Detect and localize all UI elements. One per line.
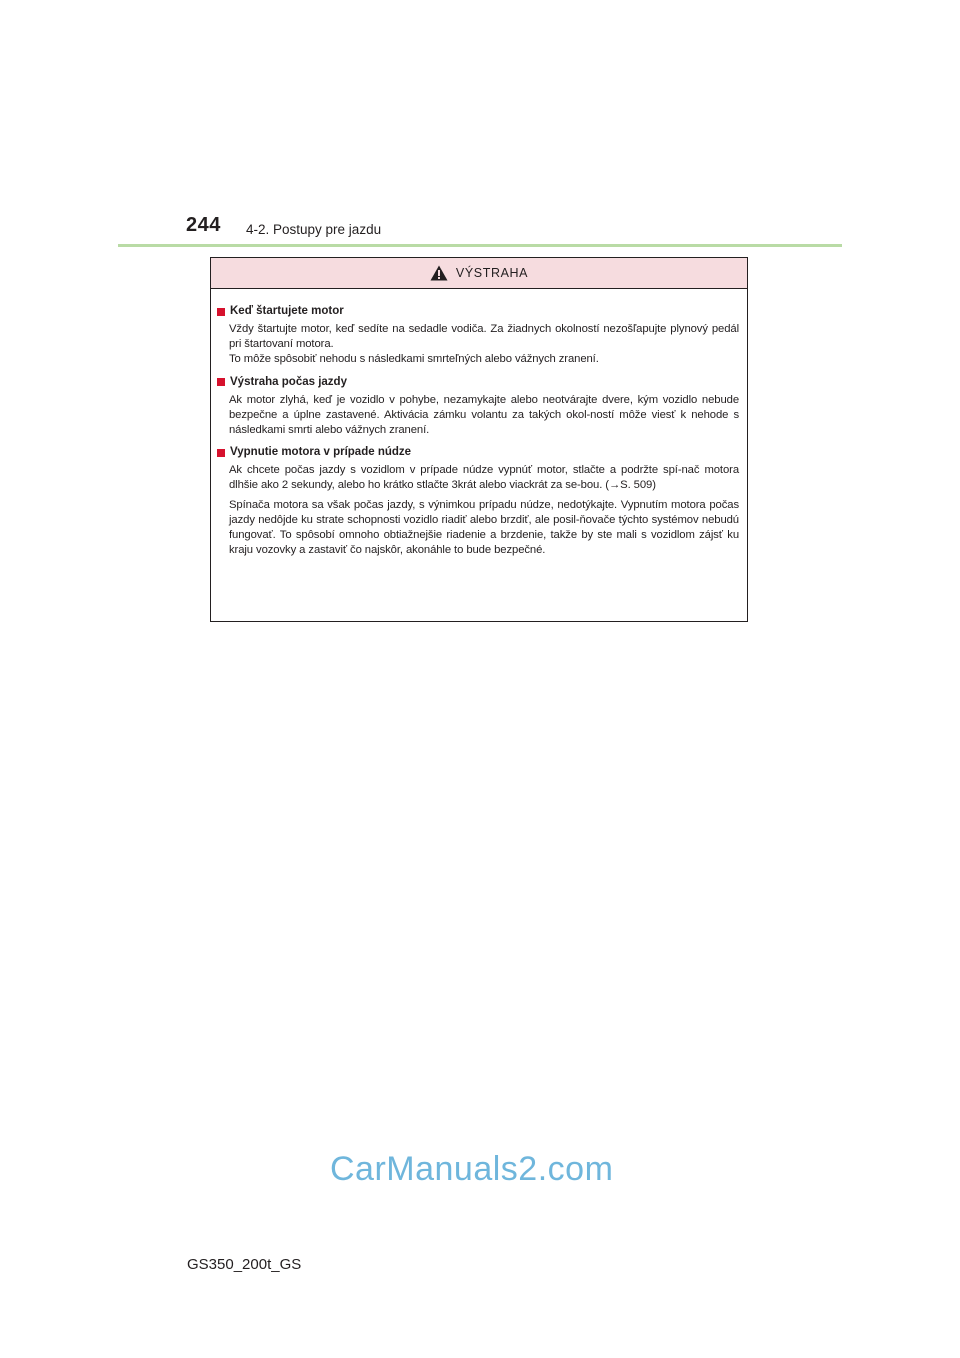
warning-item-while-driving	[217, 374, 739, 439]
warning-box	[210, 257, 748, 622]
item-paragraph: Ak motor zlyhá, keď je vozidlo v pohybe, nezamykajte alebo neotvárajte dvere, kým vozidlo nebude bezpečne a úplne zastavené. Aktivácia zámku volantu za takých okol-ností môže viesť k nehode s následkami smrti alebo vážnych zranení.	[229, 393, 739, 437]
header-divider	[118, 244, 842, 247]
item-heading: Výstraha počas jazdy	[230, 375, 347, 388]
page-number: 244	[186, 214, 221, 236]
item-paragraph: Vždy štartujte motor, keď sedíte na sedadle vodiča. Za žiadnych okolností nezošľapujte plynový pedál pri štartovaní motora.	[229, 323, 739, 351]
item-heading: Keď štartujete motor	[230, 305, 344, 317]
item-heading: Vypnutie motora v prípade núdze	[230, 446, 412, 459]
section-title: 4-2. Postupy pre jazdu	[246, 222, 382, 237]
square-bullet-icon	[217, 449, 225, 457]
warning-body	[211, 289, 747, 558]
warning-item-emergency-stop	[217, 444, 739, 558]
square-bullet-icon	[217, 378, 225, 386]
warning-title: VÝSTRAHA	[455, 266, 529, 280]
warning-item-starting-engine	[217, 303, 739, 368]
warning-header	[211, 258, 747, 289]
warning-triangle-icon	[430, 265, 448, 281]
square-bullet-icon	[217, 308, 225, 316]
watermark: CarManuals2.com	[330, 1150, 614, 1188]
item-paragraph: To môže spôsobiť nehodu s následkami smrteľných alebo vážnych zranení.	[229, 353, 599, 366]
item-paragraph: Ak chcete počas jazdy s vozidlom v prípade núdze vypnúť motor, stlačte a podržte spí-nač motora dlhšie ako 2 sekundy, alebo ho krátko stlačte 3krát alebo viackrát za se-bou. (→S. 509)	[229, 464, 739, 492]
footer-model-code: GS350_200t_GS	[187, 1256, 302, 1273]
item-paragraph: Spínača motora sa však počas jazdy, s výnimkou prípadu núdze, nedotýkajte. Vypnutím motora počas jazdy nedôjde ku strate schopnosti vozidlo riadiť alebo brzdiť, ale posil-ňovače týchto systémov nebudú fungovať. To spôsobí omnoho obtiažnejšie riadenie a brzdenie, takže by ste mali s vozidlom zájsť ku kraju vozovky a zastaviť čo najskôr, akonáhle to bude bezpečné.	[229, 498, 739, 557]
